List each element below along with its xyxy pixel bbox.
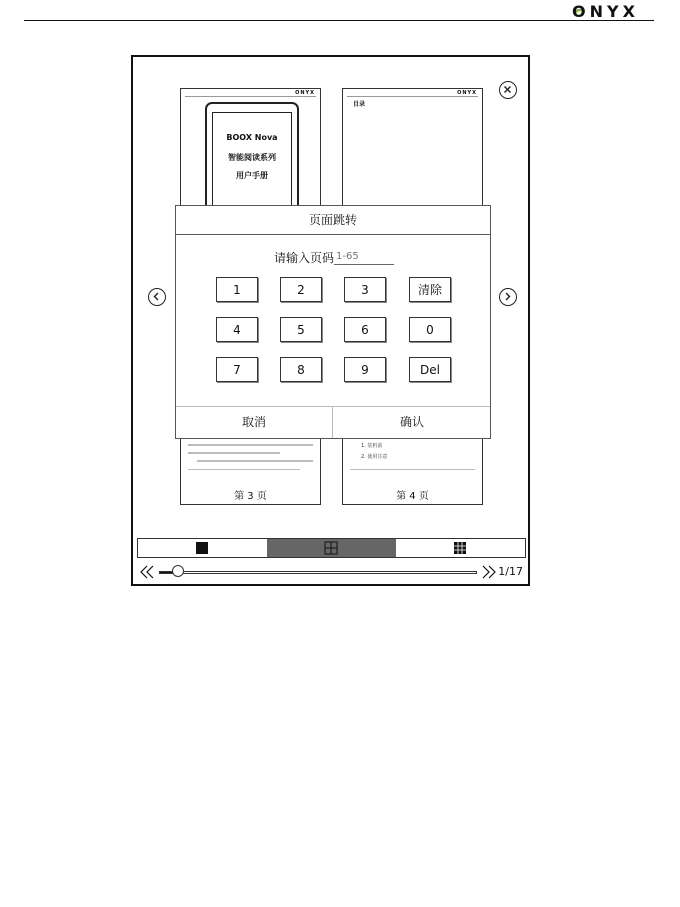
cover-subtitle-2: 用户手册 [236, 171, 268, 180]
page-prompt-label: 请输入页码 [274, 251, 335, 265]
cover-subtitle: 智能阅读系列 [228, 153, 276, 162]
close-icon[interactable] [499, 81, 517, 99]
grid-2x2-layout-button[interactable] [267, 539, 396, 557]
key-0-button[interactable]: 0 [409, 317, 451, 342]
key-6-button[interactable]: 6 [344, 317, 386, 342]
onyx-logo [572, 2, 656, 21]
text-line [350, 469, 475, 470]
key-3-button[interactable]: 3 [344, 277, 386, 302]
dialog-title: 页面跳转 [176, 206, 490, 235]
dialog-actions [176, 406, 490, 438]
delete-button[interactable]: Del [409, 357, 451, 382]
key-1-button[interactable]: 1 [216, 277, 258, 302]
next-page-icon[interactable] [499, 288, 517, 306]
previous-page-icon[interactable] [148, 288, 166, 306]
layout-toolbar [137, 538, 526, 558]
thumbnail-brand: ONYX [457, 90, 477, 96]
text-line [188, 469, 300, 470]
first-page-icon[interactable] [139, 564, 155, 580]
page-progress [137, 562, 526, 582]
reader-screen [131, 55, 530, 586]
key-5-button[interactable]: 5 [280, 317, 322, 342]
single-page-icon [195, 541, 209, 555]
page-number-label: 第 3 页 [234, 491, 267, 502]
clear-button[interactable]: 清除 [409, 277, 451, 302]
text-line [188, 452, 280, 454]
grid-2x2-icon [324, 541, 338, 555]
page-number-label: 第 4 页 [396, 491, 429, 502]
key-8-button[interactable]: 8 [280, 357, 322, 382]
key-7-button[interactable]: 7 [216, 357, 258, 382]
page-thumbnail-1[interactable] [180, 88, 321, 206]
key-9-button[interactable]: 9 [344, 357, 386, 382]
key-4-button[interactable]: 4 [216, 317, 258, 342]
device-illustration [205, 102, 299, 206]
grid-3x3-icon [453, 541, 467, 555]
progress-slider-handle[interactable] [172, 565, 184, 577]
confirm-button[interactable]: 确认 [334, 407, 490, 438]
page-counter: 1/17 [498, 565, 523, 578]
toc-item: 1. 装机前 [361, 443, 383, 449]
page-thumbnail-2[interactable] [342, 88, 483, 206]
progress-slider[interactable] [159, 571, 477, 574]
cancel-button[interactable]: 取消 [176, 407, 333, 438]
logo-text: ONYX [572, 2, 639, 21]
page-jump-dialog [175, 205, 491, 439]
grid-3x3-layout-button[interactable] [396, 539, 525, 557]
device-illustration-screen [212, 112, 292, 206]
header-rule [24, 20, 654, 21]
page-thumbnail-4[interactable] [342, 437, 483, 505]
page-thumbnail-3[interactable] [180, 437, 321, 505]
thumbnail-brand: ONYX [295, 90, 315, 96]
toc-heading: 目录 [353, 101, 366, 108]
toc-item: 2. 使用注意 [361, 454, 388, 460]
single-page-layout-button[interactable] [138, 539, 267, 557]
page-number-input[interactable] [334, 249, 394, 265]
cover-title: BOOX Nova [226, 133, 278, 142]
last-page-icon[interactable] [481, 564, 497, 580]
key-2-button[interactable]: 2 [280, 277, 322, 302]
text-line [197, 460, 313, 462]
text-line [188, 444, 313, 446]
